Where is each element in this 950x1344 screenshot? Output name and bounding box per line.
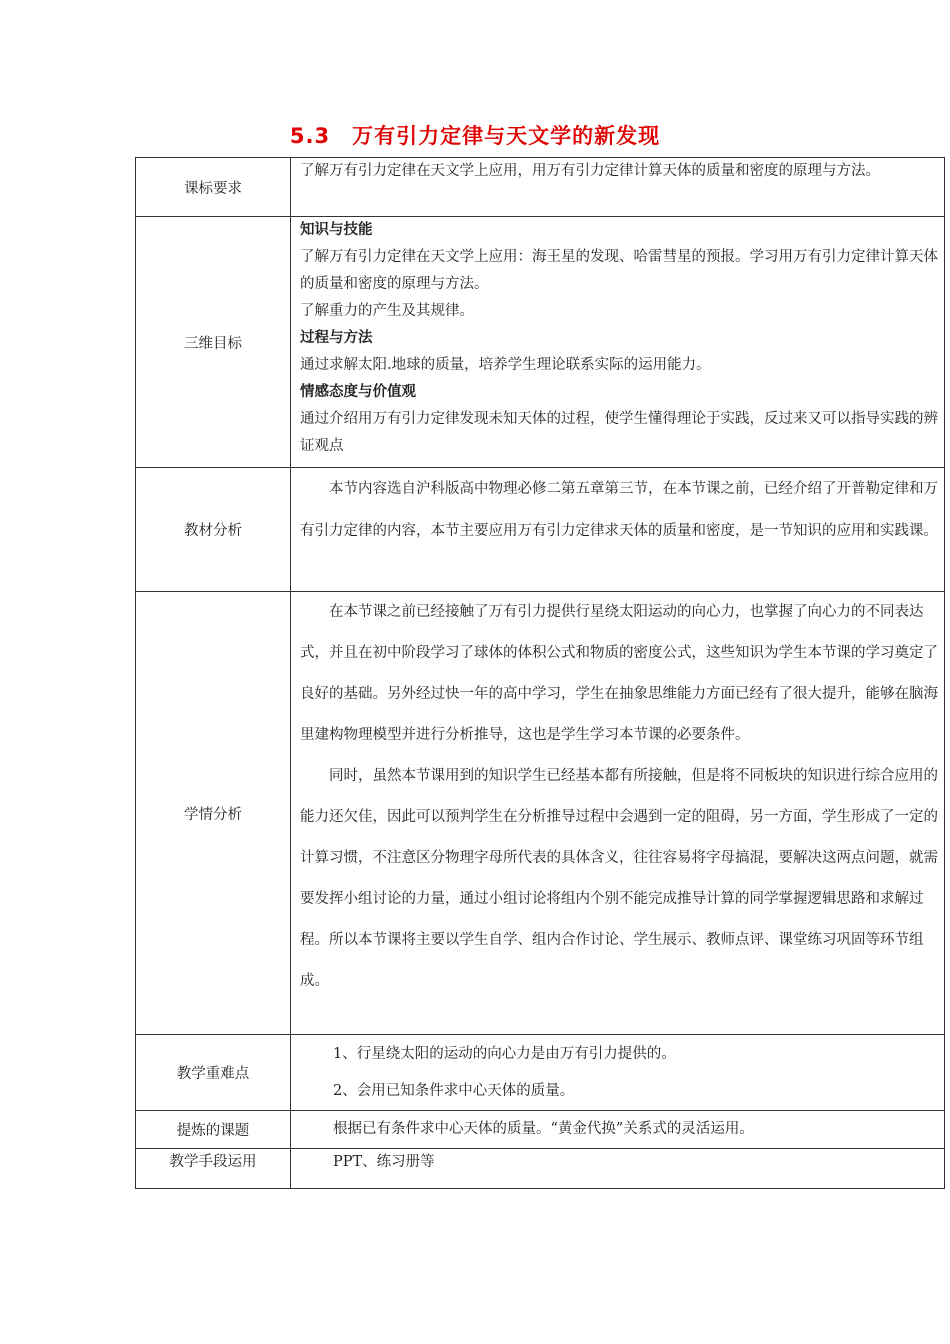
row-label: 教学手段运用 <box>136 1149 291 1189</box>
row-content <box>291 1035 945 1111</box>
row-label: 提炼的课题 <box>136 1111 291 1149</box>
row-label: 课标要求 <box>136 158 291 217</box>
paragraph: 根据已有条件求中心天体的质量。“黄金代换”关系式的灵活运用。 <box>333 1121 754 1137</box>
row-content <box>291 1111 945 1149</box>
row-content <box>291 1149 945 1189</box>
paragraph: 了解万有引力定律在天文学上应用：海王星的发现、哈雷彗星的预报。学习用万有引力定律计算天体的质量和密度的原理与方法。 <box>300 249 938 292</box>
row-label: 三维目标 <box>136 217 291 468</box>
row-refined-topic <box>136 1111 945 1149</box>
row-three-dimensional-goals <box>136 217 945 468</box>
list-item: 2、会用已知条件求中心天体的质量。 <box>333 1083 575 1099</box>
row-label: 教学重难点 <box>136 1035 291 1111</box>
row-content: 了解万有引力定律在天文学上应用，用万有引力定律计算天体的质量和密度的原理与方法。 <box>291 158 945 217</box>
paragraph: PPT、练习册等 <box>333 1154 435 1170</box>
row-label: 教材分析 <box>136 468 291 592</box>
list-item: 1、行星绕太阳的运动的向心力是由万有引力提供的。 <box>333 1046 676 1062</box>
paragraph: 同时，虽然本节课用到的知识学生已经基本都有所接触，但是将不同板块的知识进行综合应用的能力还欠佳，因此可以预判学生在分析推导过程中会遇到一定的阻碍，另一方面，学生形成了一定的计算习惯，不注意区分物理字母所代表的具体含义，往往容易将字母搞混，要解决这两点问题，就需要发挥小组讨论的力量，通过小组讨论将组内个别不能完成推导计算的同学掌握逻辑思路和求解过程。所以本节课将主要以学生自学、组内合作讨论、学生展示、教师点评、课堂练习巩固等环节组成。 <box>300 768 938 989</box>
paragraph: 通过求解太阳.地球的质量，培养学生理论联系实际的运用能力。 <box>300 357 711 373</box>
section-heading: 情感态度与价值观 <box>300 384 416 400</box>
paragraph: 通过介绍用万有引力定律发现未知天体的过程，使学生懂得理论于实践，反过来又可以指导实践的辨证观点 <box>300 411 938 454</box>
row-teaching-methods <box>136 1149 945 1189</box>
section-heading: 知识与技能 <box>300 222 373 238</box>
row-content <box>291 592 945 1035</box>
row-student-analysis <box>136 592 945 1035</box>
row-content <box>291 468 945 592</box>
row-key-difficulties <box>136 1035 945 1111</box>
section-heading: 过程与方法 <box>300 330 373 346</box>
row-content <box>291 217 945 468</box>
paragraph: 在本节课之前已经接触了万有引力提供行星绕太阳运动的向心力，也掌握了向心力的不同表达式，并且在初中阶段学习了球体的体积公式和物质的密度公式，这些知识为学生本节课的学习奠定了良好的基础。另外经过快一年的高中学习，学生在抽象思维能力方面已经有了很大提升，能够在脑海里建构物理模型并进行分析推导，这也是学生学习本节课的必要条件。 <box>300 604 938 743</box>
paragraph: 了解重力的产生及其规律。 <box>300 303 474 319</box>
page-title: 5.3 万有引力定律与天文学的新发现 <box>289 124 661 148</box>
lesson-plan-table <box>135 157 945 1189</box>
paragraph: 本节内容选自沪科版高中物理必修二第五章第三节，在本节课之前，已经介绍了开普勒定律和万有引力定律的内容，本节主要应用万有引力定律求天体的质量和密度，是一节知识的应用和实践课。 <box>300 481 938 539</box>
row-textbook-analysis <box>136 468 945 592</box>
row-curriculum-requirement <box>136 158 945 217</box>
row-label: 学情分析 <box>136 592 291 1035</box>
